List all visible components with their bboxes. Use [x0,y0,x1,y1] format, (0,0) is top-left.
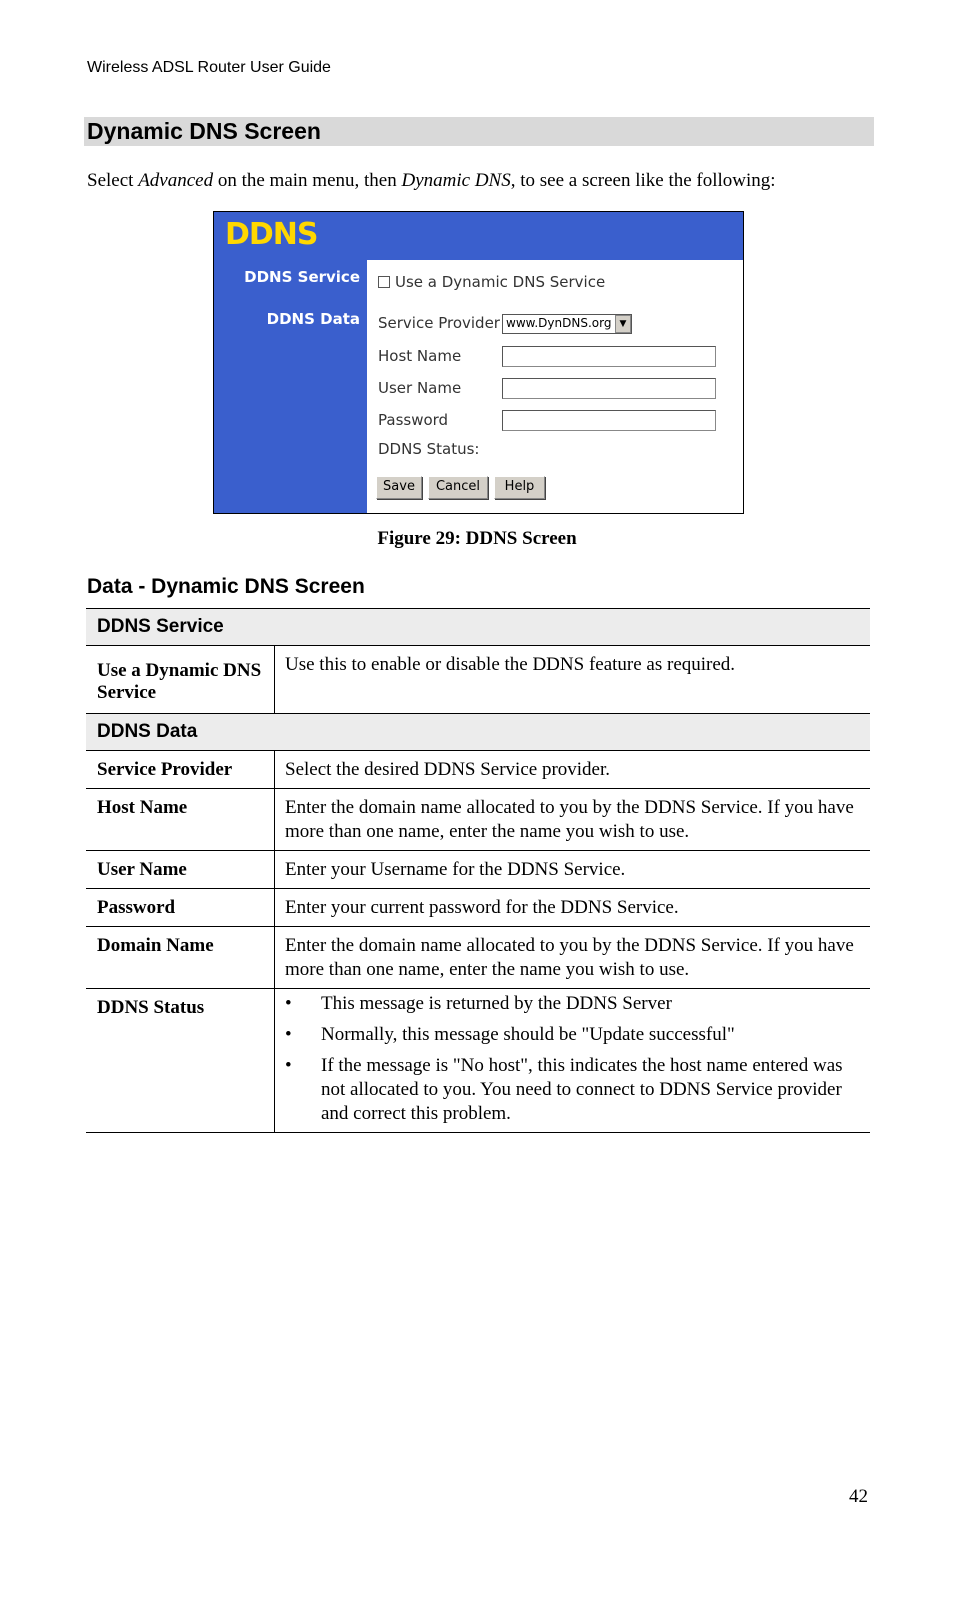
table-row [86,851,870,889]
figure-host-name-label: Host Name [378,347,462,365]
figure-user-name-label: User Name [378,379,462,397]
figure-host-name-field [502,346,716,367]
list-item: • Normally, this message should be "Update successful" [285,1023,860,1047]
list-item: • This message is returned by the DDNS Server [285,992,860,1016]
term-cell: Host Name [86,789,275,851]
status-bullet-list [285,992,860,1126]
figure-checkbox-label: Use a Dynamic DNS Service [395,273,606,291]
figure-title: DDNS [225,217,318,252]
figure-user-name-field [502,378,716,399]
term-cell: Use a Dynamic DNS Service [86,646,275,714]
description-cell [275,989,871,1133]
description-cell: Use this to enable or disable the DDNS feature as required. [275,646,871,714]
ddns-data-table [86,608,870,1133]
figure-service-provider-label: Service Provider [378,314,500,332]
intro-middle: on the main menu, then [213,170,402,191]
table-row [86,789,870,851]
description-cell: Enter the domain name allocated to you by the DDNS Service. If you have more than one name, enter the name you wish to use. [275,789,871,851]
table-row [86,646,870,714]
term-cell: Service Provider [86,751,275,789]
running-header: Wireless ADSL Router User Guide [87,59,331,76]
list-item: • If the message is "No host", this indicates the host name entered was not allocated to you. You need to connect to DDNS Service provider and correct this problem. [285,1054,860,1126]
table-row [86,751,870,789]
figure-help-button: Help [494,476,545,499]
ddns-screenshot-figure [213,211,744,514]
intro-menu-name: Advanced [138,170,214,191]
table-heading: Data - Dynamic DNS Screen [87,575,365,598]
figure-nav-ddns-data: DDNS Data [266,310,360,328]
page-number: 42 [849,1486,868,1507]
figure-service-provider-select [502,314,632,334]
intro-paragraph [87,170,776,192]
figure-form-panel [367,260,743,513]
figure-service-provider-value: www.DynDNS.org [506,316,612,330]
figure-caption: Figure 29: DDNS Screen [377,528,577,549]
dropdown-arrow-icon: ▼ [615,315,631,333]
figure-password-field [502,410,716,431]
table-row [86,989,870,1133]
term-cell: Password [86,889,275,927]
figure-password-label: Password [378,411,449,429]
intro-suffix: , to see a screen like the following: [510,170,776,191]
figure-cancel-button: Cancel [428,476,488,499]
figure-ddns-status-label: DDNS Status: [378,440,480,458]
description-cell: Select the desired DDNS Service provider. [275,751,871,789]
figure-nav-ddns-service: DDNS Service [244,268,360,286]
group-ddns-service: DDNS Service [86,609,870,646]
intro-prefix: Select [87,170,139,191]
table-group-row [86,609,870,646]
figure-checkbox [378,276,390,288]
description-cell: Enter your Username for the DDNS Service. [275,851,871,889]
term-cell: Domain Name [86,927,275,989]
section-heading-bar [84,117,874,146]
description-cell: Enter the domain name allocated to you by the DDNS Service. If you have more than one name, enter the name you wish to use. [275,927,871,989]
group-ddns-data: DDNS Data [86,714,870,751]
table-row [86,889,870,927]
figure-checkbox-row [378,273,605,291]
intro-item-name: Dynamic DNS [401,170,511,191]
figure-save-button: Save [376,476,422,499]
section-title: Dynamic DNS Screen [87,118,321,144]
table-group-row [86,714,870,751]
table-row [86,927,870,989]
description-cell: Enter your current password for the DDNS Service. [275,889,871,927]
term-cell: User Name [86,851,275,889]
term-cell: DDNS Status [86,989,275,1133]
